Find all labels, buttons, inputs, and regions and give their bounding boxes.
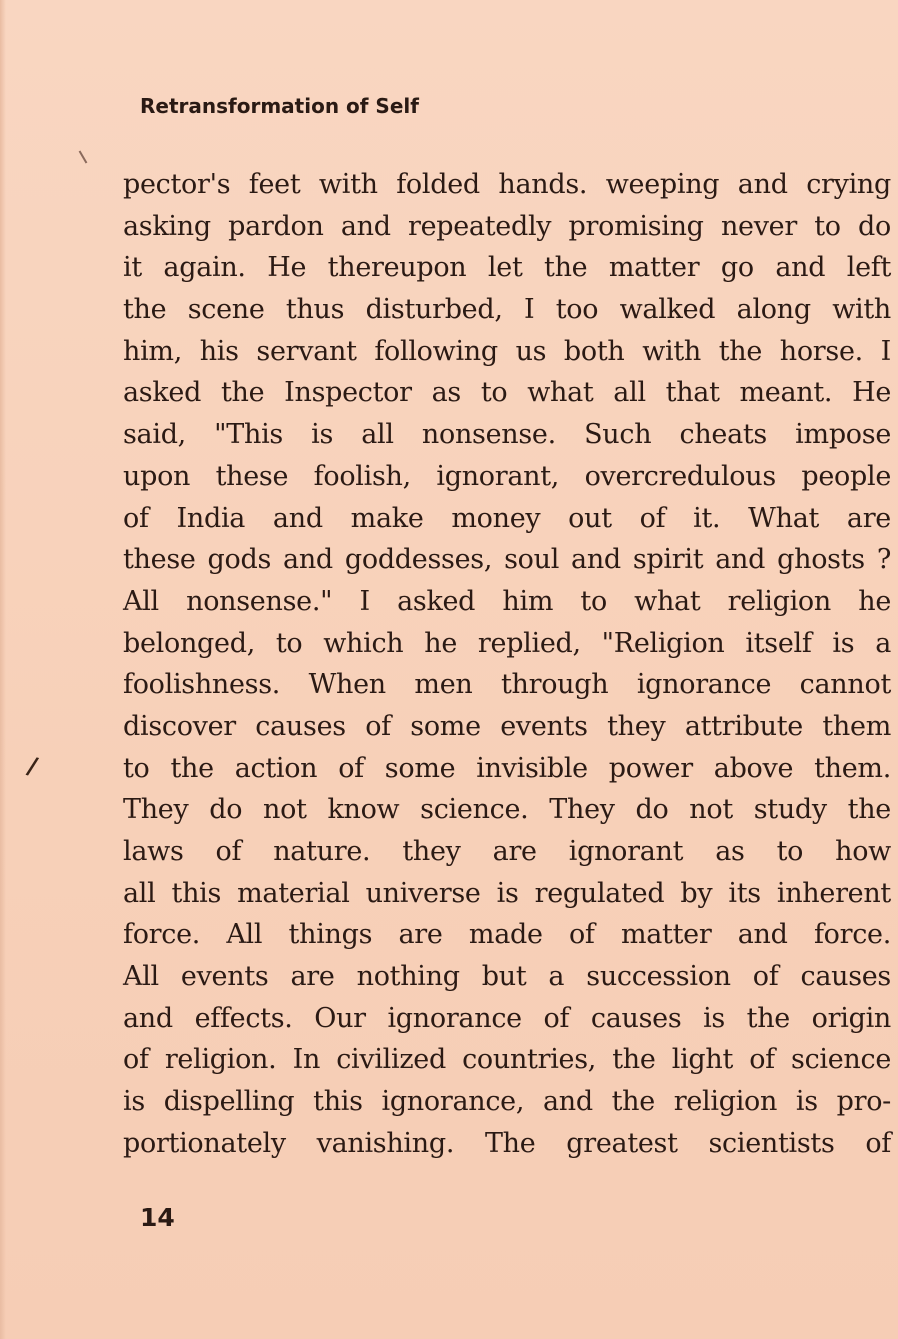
text-line: All events are nothing but a succession of causes bbox=[123, 961, 891, 993]
text-line: foolishness. When men through ignorance cannot bbox=[123, 669, 891, 701]
text-line: upon these foolish, ignorant, overcredulous people bbox=[123, 460, 891, 492]
page-number: 14 bbox=[140, 1203, 175, 1232]
text-line: All nonsense." I asked him to what religion he bbox=[123, 585, 891, 617]
text-line: it again. He thereupon let the matter go and left bbox=[123, 252, 891, 284]
text-line: force. All things are made of matter and force. bbox=[123, 919, 891, 951]
text-line: They do not know science. They do not study the bbox=[123, 794, 891, 826]
text-line: these gods and goddesses, soul and spirit and ghosts ? bbox=[123, 544, 891, 576]
body-paragraph bbox=[123, 164, 891, 1165]
text-line: of religion. In civilized countries, the light of science bbox=[123, 1044, 891, 1076]
page-edge-shadow bbox=[0, 0, 6, 1339]
text-line: asked the Inspector as to what all that meant. He bbox=[123, 377, 891, 409]
text-line: to the action of some invisible power above them. bbox=[123, 752, 891, 784]
text-line: the scene thus disturbed, I too walked along with bbox=[123, 294, 891, 326]
text-line: all this material universe is regulated by its inherent bbox=[123, 877, 891, 909]
running-title: Retransformation of Self bbox=[140, 94, 419, 118]
text-line: of India and make money out of it. What are bbox=[123, 502, 891, 534]
text-line: and effects. Our ignorance of causes is the origin bbox=[123, 1002, 891, 1034]
margin-pencil-mark bbox=[79, 150, 88, 163]
text-line: belonged, to which he replied, "Religion itself is a bbox=[123, 627, 891, 659]
text-line: said, "This is all nonsense. Such cheats impose bbox=[123, 419, 891, 451]
text-line: laws of nature. they are ignorant as to how bbox=[123, 836, 891, 867]
text-line: asking pardon and repeatedly promising never to do bbox=[123, 210, 891, 242]
text-line: is dispelling this ignorance, and the religion is pro- bbox=[123, 1086, 891, 1118]
margin-tick-mark: / bbox=[24, 751, 41, 781]
text-line: portionately vanishing. The greatest scientists of bbox=[123, 1127, 891, 1159]
text-line: pector's feet with folded hands. weeping and crying bbox=[123, 169, 891, 200]
text-line: discover causes of some events they attribute them bbox=[123, 710, 891, 742]
text-line: him, his servant following us both with the horse. I bbox=[123, 335, 891, 367]
